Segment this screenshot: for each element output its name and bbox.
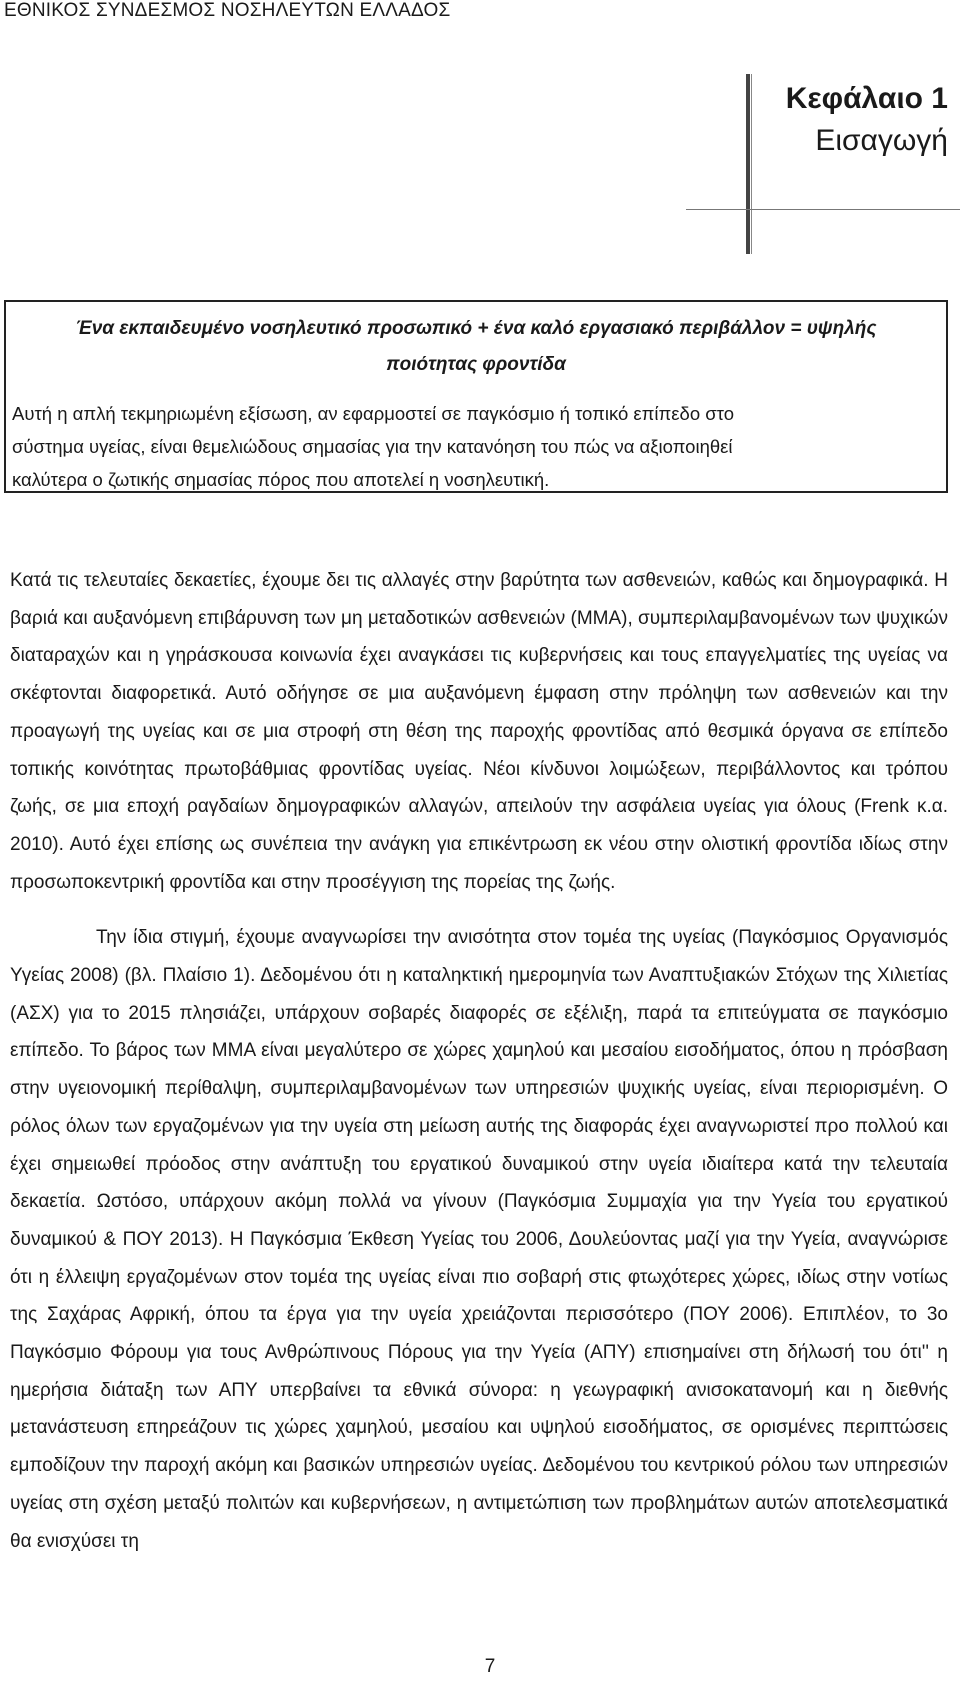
callout-body-line: Αυτή η απλή τεκμηριωμένη εξίσωση, αν εφαρμοστεί σε παγκόσμιο ή τοπικό επίπεδο στο bbox=[12, 403, 735, 424]
callout-box bbox=[4, 300, 948, 493]
body-paragraph: Κατά τις τελευταίες δεκαετίες, έχουμε δει τις αλλαγές στην βαρύτητα των ασθενειών, καθώς και δημογραφικά. Η βαριά και αυξανόμενη επιβάρυνση των μη μεταδοτικών ασθενειών (ΜΜΑ), συμπεριλαμβανομένων των ψυχικών διαταραχών και η γηράσκουσα κοινωνία έχει αναγκάσει τις κυβερνήσεις και τους επαγγελματίες της υγείας να σκέφτονται διαφορετικά. Αυτό οδήγησε σε μια αυξανόμενη έμφαση στην πρόληψη των ασθενειών και την προαγωγή της υγείας και σε μια στροφή στη θέση της παροχής φροντίδας από θεσμικά όργανα σε επίπεδο τοπικής κοινότητας πρωτοβάθμιας φροντίδας υγείας. Νέοι κίνδυνοι λοιμώξεων, περιβάλλοντος και τρόπου ζωής, σε μια εποχή ραγδαίων δημογραφικών αλλαγών, απειλούν την ασφάλεια υγείας για όλους (Frenk κ.α. 2010). Αυτό έχει επίσης ως συνέπεια την ανάγκη για επικέντρωση εκ νέου στην ολιστική φροντίδα ιδίως στην προσωποκεντρική φροντίδα και στην προσέγγιση της πορείας της ζωής. bbox=[10, 570, 948, 893]
chapter-subtitle: Εισαγωγή bbox=[815, 124, 948, 157]
body-paragraph: Την ίδια στιγμή, έχουμε αναγνωρίσει την ανισότητα στον τομέα της υγείας (Παγκόσμιος Οργανισμός Υγείας 2008) (βλ. Πλαίσιο 1). Δεδομένου ότι η καταληκτική ημερομηνία των Αναπτυξιακών Στόχων της Χιλιετίας (ΑΣΧ) για το 2015 πλησιάζει, υπάρχουν σοβαρές διαφορές σε εξέλιξη, παρά τα επιτεύγματα σε παγκόσμιο επίπεδο. Το βάρος των ΜΜΑ είναι μεγαλύτερο σε χώρες χαμηλού και μεσαίου εισοδήματος, όπου η πρόσβαση στην υγειονομική περίθαλψη, συμπεριλαμβανομένων των υπηρεσιών ψυχικής υγείας, είναι περιορισμένη. Ο ρόλος όλων των εργαζομένων για την υγεία στη μείωση αυτής της διαφοράς έχει αναγνωριστεί προ πολλού και έχει σημειωθεί πρόοδος στην ανάπτυξη του εργατικού δυναμικού στην υγεία ιδιαίτερα κατά την τελευταία δεκαετία. Ωστόσο, υπάρχουν ακόμη πολλά να γίνουν (Παγκόσμια Συμμαχία για την Υγεία του εργατικού δυναμικού & ΠΟΥ 2013). Η Παγκόσμια Έκθεση Υγείας του 2006, Δουλεύοντας μαζί για την Υγεία, αναγνώρισε ότι η έλλειψη εργαζομένων στον τομέα της υγείας είναι πιο σοβαρή στις φτωχότερες χώρες, ιδίως στην νοτίως της Σαχάρας Αφρική, όπου τα έργα για την υγεία χρειάζονται περισσότερο (ΠΟΥ 2006). Επιπλέον, το 3ο Παγκόσμιο Φόρουμ για τους Ανθρώπινους Πόρους για την Υγεία (ΑΠΥ) επισημαίνει στη δήλωσή του ότι'' η ημερήσια διάταξη των ΑΠΥ υπερβαίνει τα εθνικά σύνορα: η γεωγραφική ανισοκατανομή και η διεθνής μετανάστευση επηρεάζουν τις χώρες χαμηλού, μεσαίου και υψηλού εισοδήματος, σε ορισμένες περιπτώσεις εμποδίζουν την παροχή ακόμη και βασικών υπηρεσιών υγείας. Δεδομένου του κεντρικού ρόλου των υπηρεσιών υγείας στη σχέση μεταξύ πολιτών και κυβερνήσεων, η αντιμετώπιση των προβλημάτων αυτών αποτελεσματικά θα ενισχύσει τη bbox=[10, 927, 948, 1552]
callout-body-line: καλύτερα ο ζωτικής σημασίας πόρος που αποτελεί η νοσηλευτική. bbox=[12, 469, 550, 490]
page-number: 7 bbox=[484, 1656, 496, 1677]
running-header: ΕΘΝΙΚΟΣ ΣΥΝΔΕΣΜΟΣ ΝΟΣΗΛΕΥΤΩΝ ΕΛΛΑΔΟΣ bbox=[4, 0, 451, 21]
chapter-divider-vertical-thin bbox=[751, 74, 752, 254]
chapter-title: Κεφάλαιο 1 bbox=[785, 82, 948, 115]
callout-heading-line: Ένα εκπαιδευμένο νοσηλευτικό προσωπικό + ένα καλό εργασιακό περιβάλλον = υψηλής bbox=[75, 318, 877, 339]
callout-body bbox=[12, 397, 940, 496]
callout-heading bbox=[6, 311, 946, 383]
chapter-divider-horizontal bbox=[686, 209, 960, 210]
callout-body-line: σύστημα υγείας, είναι θεμελιώδους σημασίας για την κατανόηση του πώς να αξιοποιηθεί bbox=[12, 436, 733, 457]
chapter-heading bbox=[786, 78, 948, 162]
chapter-divider-vertical bbox=[746, 74, 750, 254]
body-text bbox=[10, 562, 948, 1560]
callout-heading-line: ποιότητας φροντίδα bbox=[386, 354, 566, 375]
